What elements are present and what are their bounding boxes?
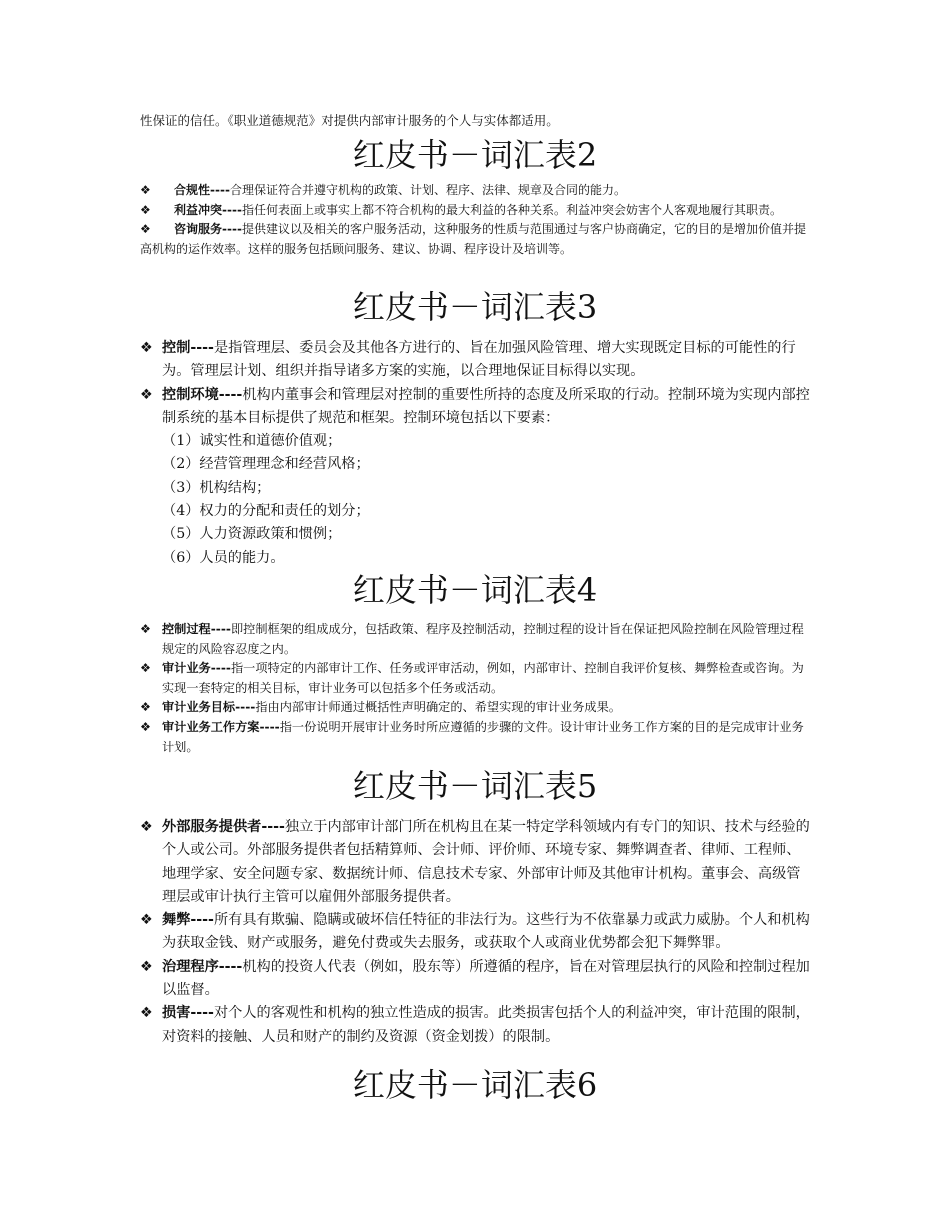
glossary-term: 损害---- (162, 1005, 214, 1022)
list-item: （2）经营管理理念和经营风格； (162, 456, 370, 473)
glossary-term: 外部服务提供者---- (162, 819, 285, 835)
list-item: （1）诚实性和道德价值观； (162, 433, 342, 450)
bullet-icon: ❖ (140, 386, 153, 403)
heading-glossary-6: 红皮书－词汇表6 (352, 1066, 598, 1104)
glossary-definition: 机构内董事会和管理层对控制的重要性所持的态度及所采取的行动。控制环境为实现内部控制系统的基本目标提供了规范和框架。控制环境包括以下要素： (162, 386, 810, 426)
glossary-entry (140, 816, 810, 909)
section-glossary-3 (140, 337, 810, 570)
bullet-icon: ❖ (140, 661, 151, 676)
bullet-icon: ❖ (140, 1005, 153, 1022)
glossary-term: 控制---- (162, 340, 214, 356)
bullet-icon: ❖ (140, 719, 151, 734)
bullet-icon: ❖ (140, 700, 151, 715)
glossary-term: 审计业务---- (162, 661, 231, 676)
glossary-definition: 提供建议以及相关的客户服务活动，这种服务的性质与范围通过与客户协商确定，它的目的是增加价值并提高机构的运作效率。这样的服务包括顾问服务、建议、协调、程序设计及培训等。 (140, 222, 806, 256)
bullet-icon: ❖ (140, 958, 153, 975)
bullet-icon: ❖ (140, 622, 151, 636)
list-item: （4）权力的分配和责任的划分； (162, 503, 370, 520)
glossary-term: 控制环境---- (162, 386, 243, 403)
glossary-entry (140, 384, 810, 431)
glossary-entry (140, 909, 810, 956)
glossary-entry (140, 181, 810, 201)
heading-glossary-5: 红皮书－词汇表5 (352, 767, 598, 805)
glossary-entry (140, 1002, 810, 1049)
glossary-entry (140, 956, 810, 1003)
bullet-icon: ❖ (140, 222, 151, 236)
glossary-term: 审计业务工作方案---- (162, 719, 280, 734)
glossary-entry (140, 201, 810, 221)
glossary-definition: 对个人的客观性和机构的独立性造成的损害。此类损害包括个人的利益冲突，审计范围的限制，对资料的接触、人员和财产的制约及资源（资金划拨）的限制。 (162, 1005, 810, 1045)
bullet-icon: ❖ (140, 202, 151, 217)
glossary-entry (140, 220, 810, 259)
glossary-term: 治理程序---- (162, 958, 243, 975)
bullet-icon: ❖ (140, 912, 153, 929)
list-item: （3）机构结构； (162, 479, 271, 496)
section-glossary-2 (140, 181, 810, 259)
glossary-entry (140, 620, 810, 659)
bullet-icon: ❖ (140, 340, 153, 356)
bullet-icon: ❖ (140, 183, 151, 197)
glossary-definition: 机构的投资人代表（例如，股东等）所遵循的程序，旨在对管理层执行的风险和控制过程加以监督。 (162, 958, 810, 999)
glossary-definition: 合理保证符合并遵守机构的政策、计划、程序、法律、规章及合同的能力。 (229, 183, 626, 197)
glossary-definition: 即控制框架的组成成分，包括政策、程序及控制活动，控制过程的设计旨在保证把风险控制在风险管理过程规定的风险容忍度之内。 (162, 622, 804, 656)
glossary-definition: 指一项特定的内部审计工作、任务或评审活动，例如，内部审计、控制自我评价复核、舞弊检查或咨询。为实现一套特定的相关目标，审计业务可以包括多个任务或活动。 (162, 661, 804, 695)
glossary-entry (140, 659, 810, 698)
section-glossary-4 (140, 620, 810, 757)
glossary-term: 利益冲突---- (174, 202, 242, 217)
heading-glossary-4: 红皮书－词汇表4 (352, 571, 598, 609)
glossary-term: 合规性---- (174, 183, 230, 197)
glossary-entry (140, 718, 810, 757)
list-item: （5）人力资源政策和惯例； (162, 526, 342, 543)
glossary-definition: 所有具有欺骗、隐瞒或破坏信任特征的非法行为。这些行为不依靠暴力或武力威胁。个人和机构为获取金钱、财产或服务，避免付费或失去服务，或获取个人或商业优势都会犯下舞弊罪。 (162, 912, 810, 952)
heading-glossary-3: 红皮书－词汇表3 (352, 288, 598, 326)
intro-text: 性保证的信任。《职业道德规范》对提供内部审计服务的个人与实体都适用。 (140, 113, 559, 128)
glossary-definition: 是指管理层、委员会及其他各方进行的、旨在加强风险管理、增大实现既定目标的可能性的行为。管理层计划、组织并指导诸多方案的实施，以合理地保证目标得以实现。 (162, 340, 796, 380)
glossary-term: 舞弊---- (162, 912, 214, 929)
glossary-term: 审计业务目标---- (162, 700, 256, 715)
glossary-term: 控制过程---- (162, 622, 231, 636)
list-item: （6）人员的能力。 (162, 549, 285, 566)
glossary-definition: 独立于内部审计部门所在机构且在某一特定学科领域内有专门的知识、技术与经验的个人或公司。外部服务提供者包括精算师、会计师、评价师、环境专家、舞弊调查者、律师、工程师、地理学家、安全问题专家、数据统计师、信息技术专家、外部审计师及其他审计机构。董事会、高级管理层或审计执行主管可以雇佣外部服务提供者。 (162, 819, 810, 905)
bullet-icon: ❖ (140, 819, 153, 835)
glossary-term: 咨询服务---- (174, 222, 242, 236)
glossary-definition: 指由内部审计师通过概括性声明确定的、希望实现的审计业务成果。 (255, 700, 621, 715)
section-glossary-5 (140, 816, 810, 1049)
glossary-entry (140, 337, 810, 384)
glossary-definition: 指一份说明开展审计业务时所应遵循的步骤的文件。设计审计业务工作方案的目的是完成审计业务计划。 (162, 719, 804, 754)
glossary-definition: 指任何表面上或事实上都不符合机构的最大利益的各种关系。利益冲突会妨害个人客观地履行其职责。 (241, 202, 782, 217)
glossary-entry (140, 698, 810, 718)
heading-glossary-2: 红皮书－词汇表2 (352, 136, 598, 174)
